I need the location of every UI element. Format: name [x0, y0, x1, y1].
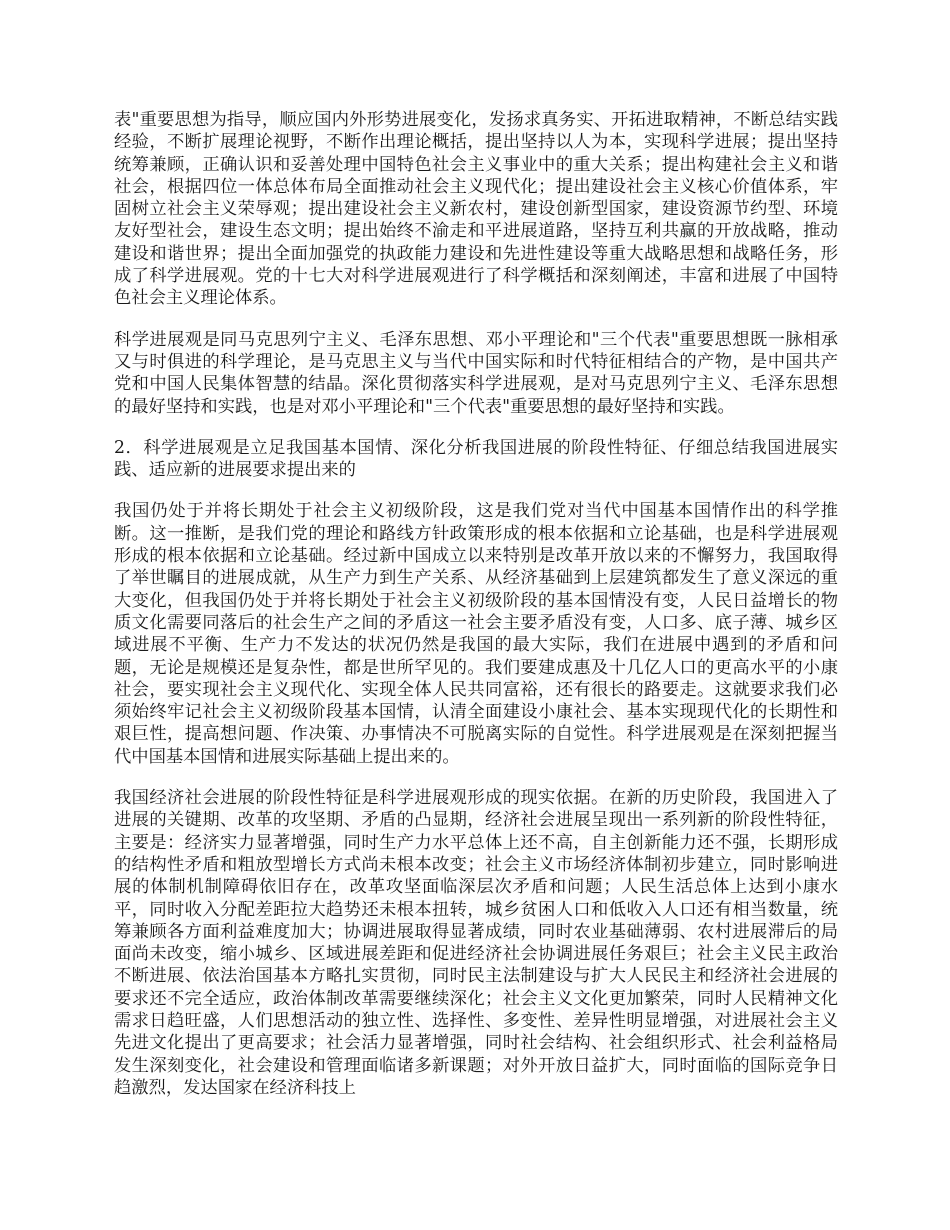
- section-heading-2: 2．科学进展观是立足我国基本国情、深化分析我国进展的阶段性特征、仔细总结我国进展实践、适应新的进展要求提出来的: [114, 437, 838, 481]
- document-page: [114, 109, 838, 1118]
- paragraph-stage-characteristics: 我国经济社会进展的阶段性特征是科学进展观形成的现实依据。在新的历史阶段，我国进入了进展的关键期、改革的攻坚期、矛盾的凸显期，经济社会进展呈现出一系列新的阶段性特征，主要是：经济实力显著增强，同时生产力水平总体上还不高，自主创新能力还不强，长期形成的结构性矛盾和粗放型增长方式尚未根本改变；社会主义市场经济体制初步建立，同时影响进展的体制机制障碍依旧存在，改革攻坚面临深层次矛盾和问题；人民生活总体上达到小康水平，同时收入分配差距拉大趋势还未根本扭转，城乡贫困人口和低收入人口还有相当数量，统筹兼顾各方面利益难度加大；协调进展取得显著成绩，同时农业基础薄弱、农村进展滞后的局面尚未改变，缩小城乡、区域进展差距和促进经济社会协调进展任务艰巨；社会主义民主政治不断进展、依法治国基本方略扎实贯彻，同时民主法制建设与扩大人民民主和经济社会进展的要求还不完全适应，政治体制改革需要继续深化；社会主义文化更加繁荣，同时人民精神文化需求日趋旺盛，人们思想活动的独立性、选择性、多变性、差异性明显增强，对进展社会主义先进文化提出了更高要求；社会活力显著增强，同时社会结构、社会组织形式、社会利益格局发生深刻变化，社会建设和管理面临诸多新课题；对外开放日益扩大，同时面临的国际竞争日趋激烈，发达国家在经济科技上: [114, 788, 838, 1098]
- paragraph-theoretical-lineage: 科学进展观是同马克思列宁主义、毛泽东思想、邓小平理论和"三个代表"重要思想既一脉相承又与时俱进的科学理论，是马克思主义与当代中国实际和时代特征相结合的产物，是中国共产党和中国人民集体智慧的结晶。深化贯彻落实科学进展观，是对马克思列宁主义、毛泽东思想的最好坚持和实践，也是对邓小平理论和"三个代表"重要思想的最好坚持和实践。: [114, 329, 838, 417]
- paragraph-basic-national-conditions: 我国仍处于并将长期处于社会主义初级阶段，这是我们党对当代中国基本国情作出的科学推断。这一推断，是我们党的理论和路线方针政策形成的根本依据和立论基础，也是科学进展观形成的根本依据和立论基础。经过新中国成立以来特别是改革开放以来的不懈努力，我国取得了举世瞩目的进展成就，从生产力到生产关系、从经济基础到上层建筑都发生了意义深远的重大变化，但我国仍处于并将长期处于社会主义初级阶段的基本国情没有变，人民日益增长的物质文化需要同落后的社会生产之间的矛盾这一社会主要矛盾没有变，人口多、底子薄、城乡区域进展不平衡、生产力不发达的状况仍然是我国的最大实际，我们在进展中遇到的矛盾和问题，无论是规模还是复杂性，都是世所罕见的。我们要建成惠及十几亿人口的更高水平的小康社会，要实现社会主义现代化、实现全体人民共同富裕，还有很长的路要走。这就要求我们必须始终牢记社会主义初级阶段基本国情，认清全面建设小康社会、基本实现现代化的长期性和艰巨性，提高想问题、作决策、办事情决不可脱离实际的自觉性。科学进展观是在深刻把握当代中国基本国情和进展实际基础上提出来的。: [114, 501, 838, 767]
- paragraph-scientific-outlook-formation: 表"重要思想为指导，顺应国内外形势进展变化，发扬求真务实、开拓进取精神，不断总结实践经验，不断扩展理论视野，不断作出理论概括，提出坚持以人为本，实现科学进展；提出坚持统筹兼顾，正确认识和妥善处理中国特色社会主义事业中的重大关系；提出构建社会主义和谐社会，根据四位一体总体布局全面推动社会主义现代化；提出建设社会主义核心价值体系，牢固树立社会主义荣辱观；提出建设社会主义新农村，建设创新型国家，建设资源节约型、环境友好型社会，建设生态文明；提出始终不渝走和平进展道路，坚持互利共赢的开放战略，推动建设和谐世界；提出全面加强党的执政能力建设和先进性建设等重大战略思想和战略任务，形成了科学进展观。党的十七大对科学进展观进行了科学概括和深刻阐述，丰富和进展了中国特色社会主义理论体系。: [114, 110, 838, 309]
